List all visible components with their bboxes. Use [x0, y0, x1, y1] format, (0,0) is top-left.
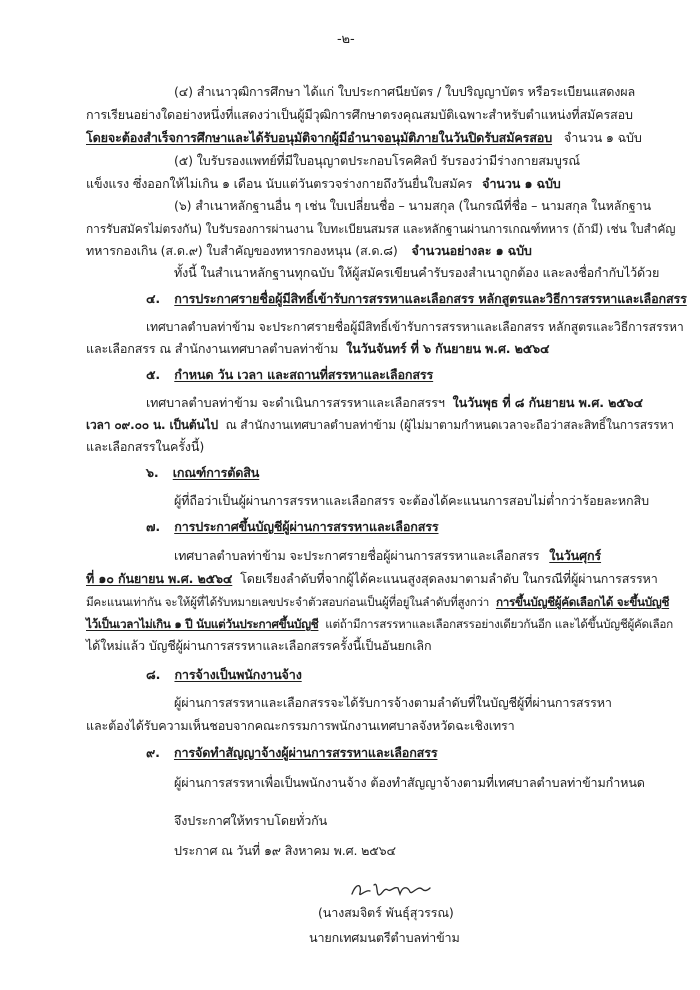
section-7-line-3 — [86, 594, 669, 610]
section-9-heading — [146, 745, 437, 761]
doc-item-4-condition: โดยจะต้องสำเร็จการศึกษาและได้รับอนุมัติจากผู้มีอำนาจอนุมัติภายในวันปิดรับสมัครสอบ — [86, 130, 553, 145]
section-5-line-1 — [146, 395, 643, 411]
section-7-date: ที่ ๑๐ กันยายน พ.ศ. ๒๕๖๔ — [86, 571, 233, 586]
section-5-place: ณ สำนักงานเทศบาลตำบลท่าข้าม (ผู้ไม่มาตามกำหนดเวลาจะถือว่าสละสิทธิ์ในการสรรหา — [225, 418, 674, 432]
doc-item-5-line-1: (๕) ใบรับรองแพทย์ที่มีใบอนุญาตประกอบโรคศิลป์ รับรองว่ามีร่างกายสมบูรณ์ — [174, 153, 580, 168]
section-7-line-1 — [174, 548, 601, 564]
signature — [348, 879, 432, 901]
section-4-heading — [146, 291, 687, 307]
section-8-line-1: ผู้ผ่านการสรรหาและเลือกสรรจะได้รับการจ้างตามลำดับที่ในบัญชีผู้ที่ผ่านการสรรหา — [174, 695, 612, 710]
section-4-title: การประกาศรายชื่อผู้มีสิทธิ์เข้ารับการสรรหาและเลือกสรร หลักสูตรและวิธีการสรรหาและเลือกสรร — [174, 291, 687, 306]
section-8-title: การจ้างเป็นพนักงานจ้าง — [174, 667, 302, 682]
doc-item-5-line-2 — [86, 176, 561, 192]
section-5-time: เวลา ๐๙.๐๐ น. เป็นต้นไป — [86, 418, 218, 432]
section-5-line-3: และเลือกสรรในครั้งนี้) — [86, 439, 205, 454]
doc-item-4-line-2: การเรียนอย่างใดอย่างหนึ่งที่แสดงว่าเป็นผู้มีวุฒิการศึกษาตรงคุณสมบัติเฉพาะสำหรับตำแหน่งที่สมัครสอบ — [86, 107, 633, 122]
doc-item-4-line-1: (๔) สำเนาวุฒิการศึกษา ได้แก่ ใบประกาศนียบัตร / ใบปริญญาบัตร หรือระเบียนแสดงผล — [174, 84, 636, 99]
section-7-day: ในวันศุกร์ — [549, 548, 602, 563]
section-8-line-2: และต้องได้รับความเห็นชอบจากคณะกรรมการพนักงานเทศบาลจังหวัดฉะเชิงเทรา — [86, 718, 515, 733]
section-7-text: เทศบาลตำบลท่าข้าม จะประกาศรายชื่อผู้ผ่านการสรรหาและเลือกสรร — [174, 548, 540, 563]
section-6-number: ๖. — [146, 465, 159, 480]
signer-title: นายกเทศมนตรีตำบลท่าข้าม — [309, 930, 460, 945]
section-5-text: เทศบาลตำบลท่าข้าม จะดำเนินการสรรหาและเลือกสรรฯ — [146, 395, 445, 410]
section-4-line-2 — [86, 341, 549, 357]
doc-item-6-line-3 — [86, 243, 532, 259]
section-7-tie-text: มีคะแนนเท่ากัน จะให้ผู้ที่ได้รับหมายเลขประจำตัวสอบก่อนเป็นผู้ที่อยู่ในลำดับที่สูงกว่า — [86, 595, 490, 609]
section-5-line-2 — [86, 417, 674, 433]
doc-item-5-text: แข็งแรง ซึ่งออกให้ไม่เกิน ๑ เดือน นับแต่วันตรวจร่างกายถึงวันยื่นใบสมัคร — [86, 176, 473, 191]
section-9-number: ๙. — [146, 745, 160, 760]
section-6-heading — [146, 465, 259, 481]
doc-item-4-count: จำนวน ๑ ฉบับ — [563, 130, 642, 145]
doc-item-6-line-2: การรับสมัครไม่ตรงกัน) ใบรับรองการผ่านงาน ใบทะเบียนสมรส และหลักฐานผ่านการเกณฑ์ทหาร (ถ้ามี) เช่น ใบสำคัญ — [86, 222, 676, 236]
section-7-renewal-text: แต่ถ้ามีการสรรหาและเลือกสรรอย่างเดียวกันอีก และได้ขึ้นบัญชีผู้คัดเลือก — [325, 617, 673, 631]
page-number: -๒- — [337, 32, 355, 47]
section-7-order-text: โดยเรียงลำดับที่จากผู้ได้คะแนนสูงสุดลงมาตามลำดับ ในกรณีที่ผู้ผ่านการสรรหา — [240, 571, 658, 586]
section-5-date: ในวันพุธ ที่ ๘ กันยายน พ.ศ. ๒๕๖๔ — [452, 395, 643, 410]
closing-announce: จึงประกาศให้ทราบโดยทั่วกัน — [174, 813, 328, 828]
signer-name: (นางสมจิตร์ พันธุ์สุวรรณ) — [318, 905, 454, 920]
doc-item-5-count: จำนวน ๑ ฉบับ — [482, 176, 561, 191]
section-6-title: เกณฑ์การตัดสิน — [172, 465, 260, 480]
section-7-heading — [146, 519, 439, 535]
section-7-list-duration: ไว้เป็นเวลาไม่เกิน ๑ ปี นับแต่วันประกาศขึ้นบัญชี — [86, 617, 319, 631]
section-8-heading — [146, 667, 302, 683]
closing-date: ประกาศ ณ วันที่ ๑๙ สิงหาคม พ.ศ. ๒๕๖๔ — [174, 843, 396, 858]
section-7-title: การประกาศขึ้นบัญชีผู้ผ่านการสรรหาและเลือกสรร — [174, 519, 439, 534]
section-7-line-5: ได้ใหม่แล้ว บัญชีผู้ผ่านการสรรหาและเลือกสรรครั้งนี้เป็นอันยกเลิก — [86, 638, 432, 653]
section-5-title: กำหนด วัน เวลา และสถานที่สรรหาและเลือกสรร — [174, 367, 434, 382]
doc-item-6-text: ทหารกองเกิน (ส.ด.๙) ใบสำคัญของทหารกองหนุน (ส.ด.๘) — [86, 243, 398, 258]
section-5-number: ๕. — [146, 367, 161, 382]
section-7-line-2 — [86, 571, 658, 587]
section-5-heading — [146, 367, 433, 383]
doc-certify-note: ทั้งนี้ ในสำเนาหลักฐานทุกฉบับ ให้ผู้สมัครเขียนคำรับรองสำเนาถูกต้อง และลงชื่อกำกับไว้ด้วย — [174, 265, 660, 280]
section-4-number: ๔. — [146, 291, 161, 306]
section-7-line-4 — [86, 616, 673, 632]
doc-item-6-count: จำนวนอย่างละ ๑ ฉบับ — [411, 243, 532, 258]
section-7-list-rule: การขึ้นบัญชีผู้คัดเลือกได้ จะขึ้นบัญชี — [495, 595, 670, 609]
section-6-line-1: ผู้ที่ถือว่าเป็นผู้ผ่านการสรรหาและเลือกสรร จะต้องได้คะแนนการสอบไม่ต่ำกว่าร้อยละหกสิบ — [174, 493, 649, 508]
doc-item-6-line-1: (๖) สำเนาหลักฐานอื่น ๆ เช่น ใบเปลี่ยนชื่อ – นามสกุล (ในกรณีที่ชื่อ – นามสกุล ในหลักฐาน — [174, 198, 651, 213]
section-8-number: ๘. — [146, 667, 161, 682]
section-4-text: และเลือกสรร ณ สำนักงานเทศบาลตำบลท่าข้าม — [86, 341, 339, 356]
section-4-date: ในวันจันทร์ ที่ ๖ กันยายน พ.ศ. ๒๕๖๔ — [346, 341, 550, 356]
doc-item-4-line-3 — [86, 130, 642, 146]
section-9-title: การจัดทำสัญญาจ้างผู้ผ่านการสรรหาและเลือกสรร — [173, 745, 438, 760]
section-9-line-1: ผู้ผ่านการสรรหาเพื่อเป็นพนักงานจ้าง ต้องทำสัญญาจ้างตามที่เทศบาลตำบลท่าข้ามกำหนด — [174, 775, 645, 790]
section-4-line-1: เทศบาลตำบลท่าข้าม จะประกาศรายชื่อผู้มีสิทธิ์เข้ารับการสรรหาและเลือกสรร หลักสูตรและวิธีการสรรหา — [146, 320, 684, 334]
section-7-number: ๗. — [146, 519, 160, 534]
